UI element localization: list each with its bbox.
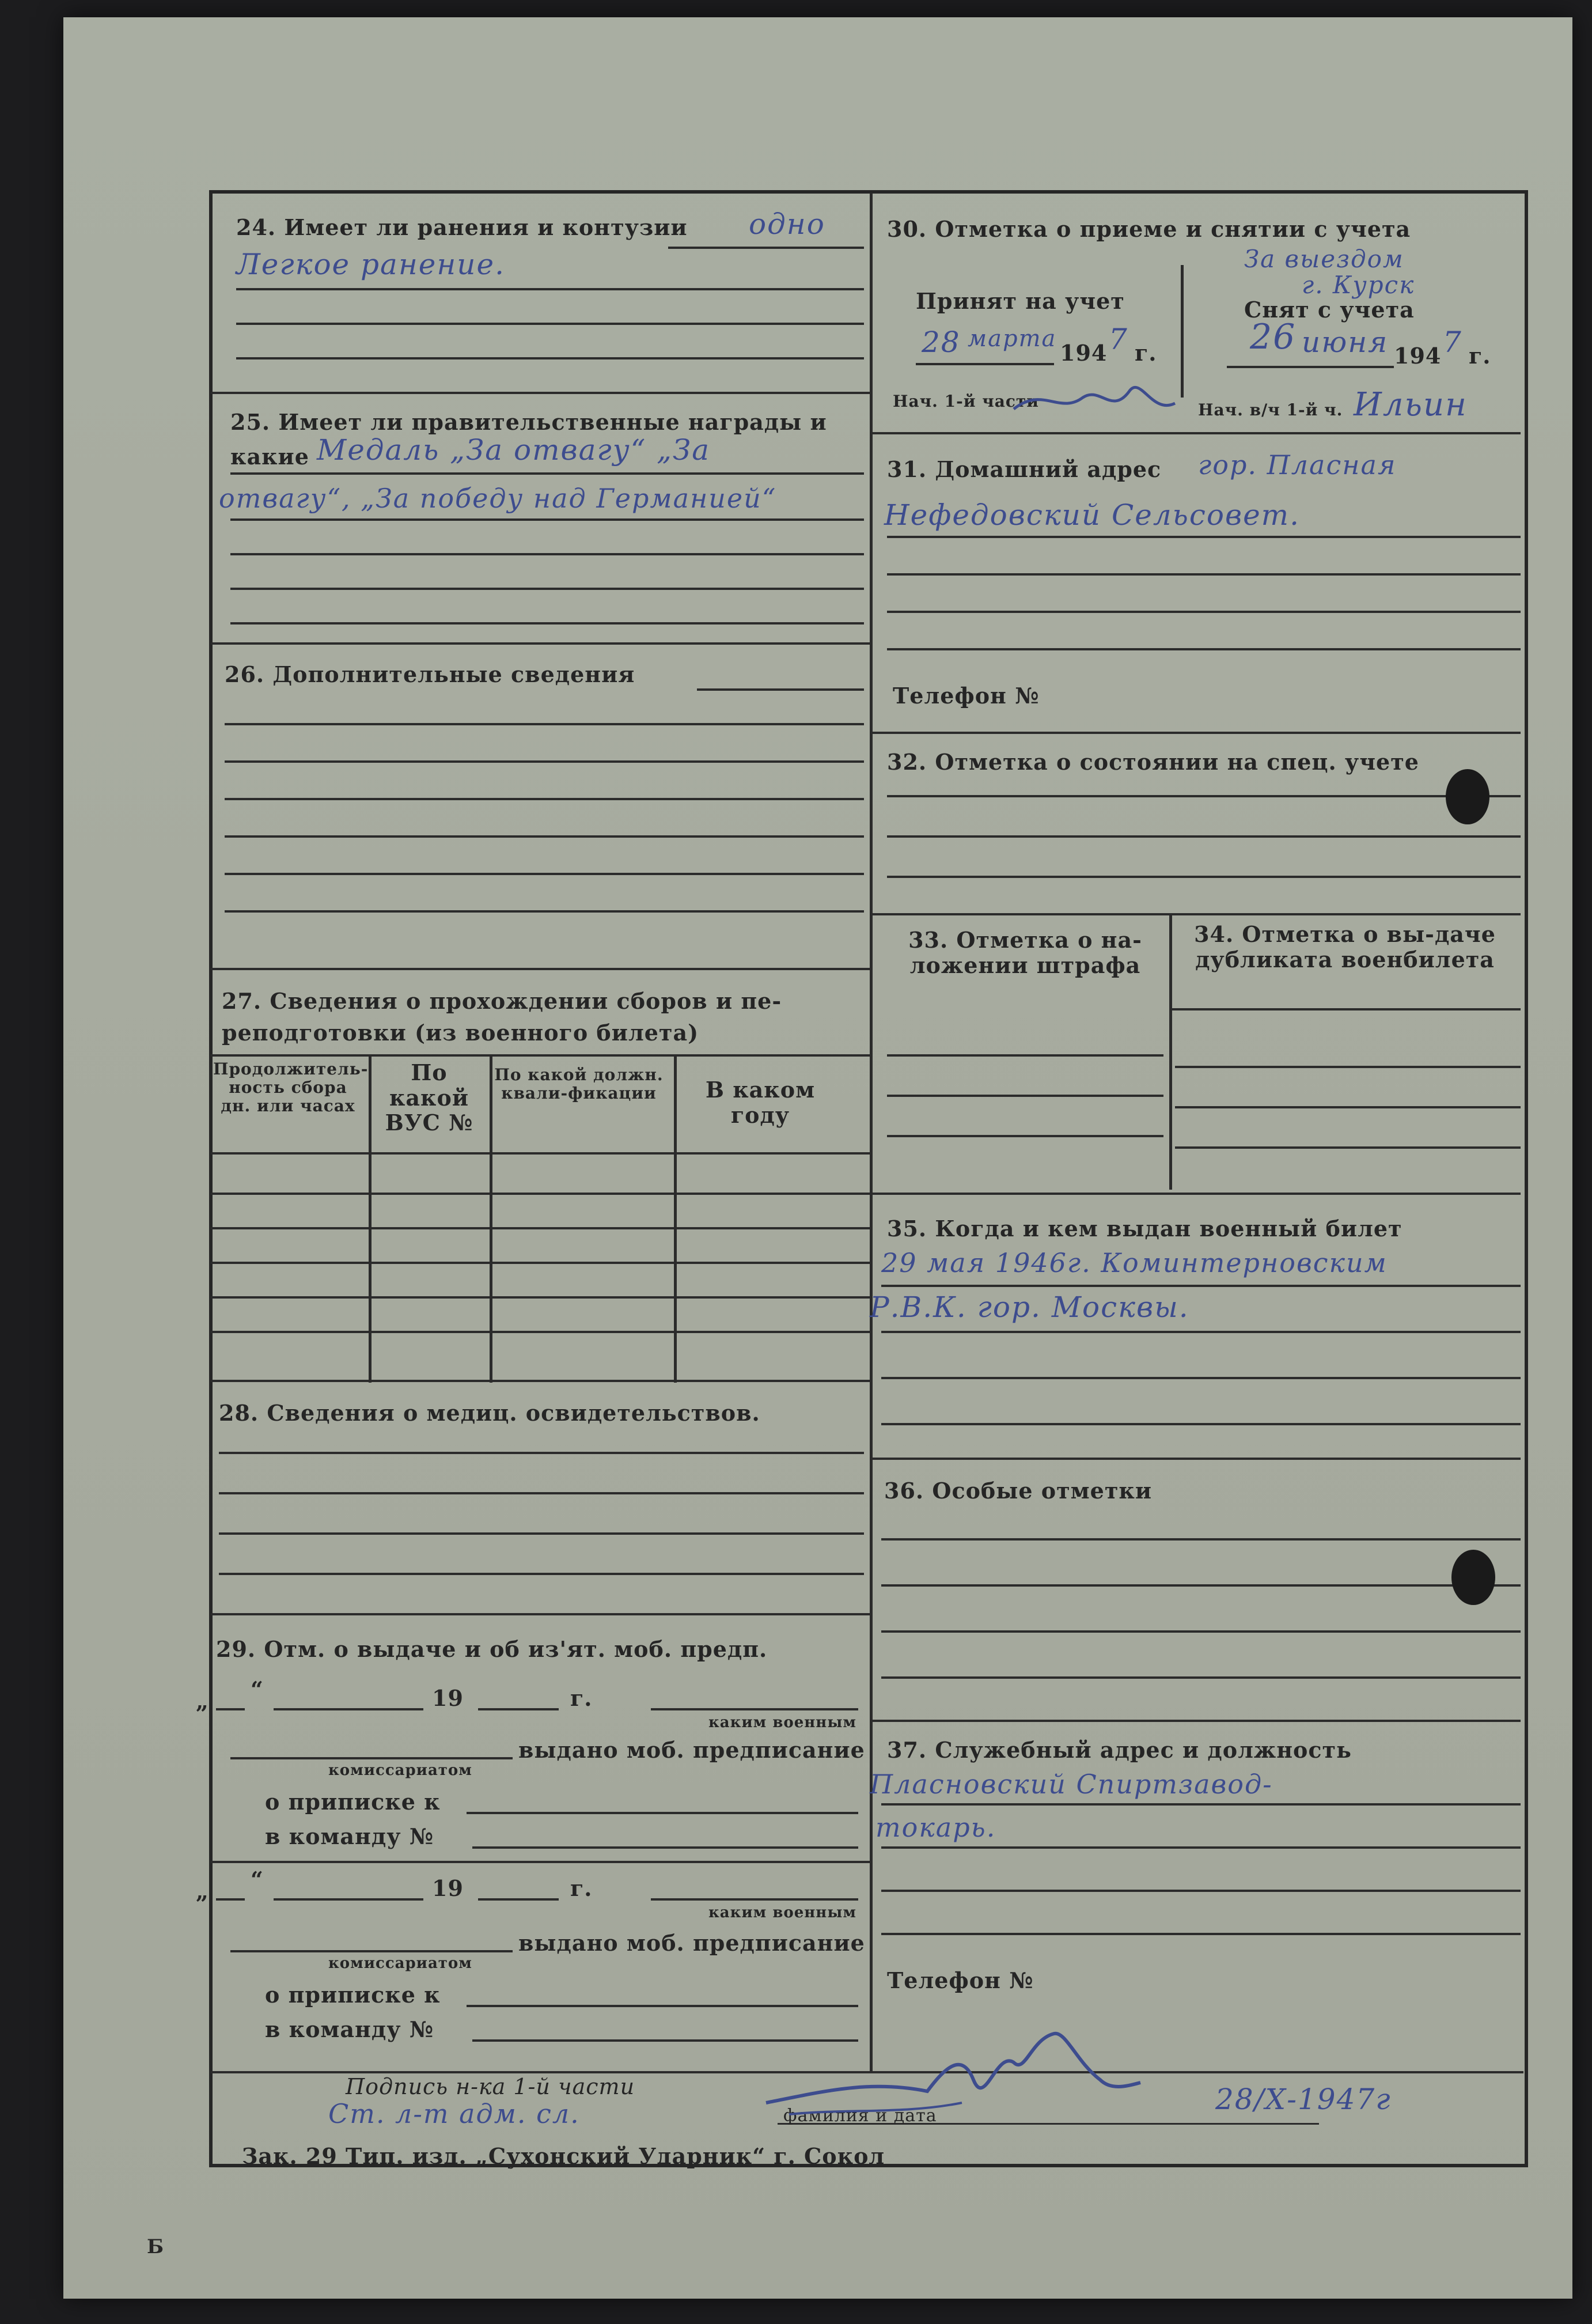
rule	[697, 688, 864, 691]
rule	[230, 622, 864, 624]
table-divider	[490, 1054, 492, 1383]
section-24-handwriting-2: Легкое ранение.	[236, 248, 505, 281]
rule	[210, 642, 870, 645]
rule	[210, 1331, 870, 1333]
rule	[881, 1846, 1521, 1849]
rule	[881, 1538, 1521, 1540]
rule	[887, 1054, 1163, 1057]
blank	[216, 1708, 245, 1710]
section-35-label: 35. Когда и кем выдан военный билет	[887, 1216, 1403, 1242]
rule	[236, 288, 864, 290]
rule	[210, 1613, 870, 1615]
section-27-label-1: 27. Сведения о прохождении сборов и пе-	[222, 988, 782, 1014]
section-37-label: 37. Служебный адрес и должность	[887, 1737, 1352, 1763]
section-37-handwriting-1: Пласновский Спиртзавод-	[870, 1769, 1273, 1800]
blank	[230, 1757, 513, 1759]
blank	[651, 1898, 858, 1901]
rule	[210, 1861, 870, 1863]
section-32-label: 32. Отметка о состоянии на спец. учете	[887, 749, 1419, 775]
signature-rank-handwriting: Ст. л-т адм. сл.	[328, 2098, 580, 2129]
rule	[881, 1890, 1521, 1892]
section-31-handwriting-1: гор. Пласная	[1198, 449, 1397, 480]
prinyat-year-prefix: 194	[1060, 340, 1108, 366]
signature-label: Подпись н-ка 1-й части	[346, 2074, 635, 2099]
rule	[887, 1135, 1163, 1137]
blank	[478, 1708, 559, 1710]
snyat-label: Снят с учета	[1244, 297, 1415, 323]
rule	[230, 472, 864, 475]
form-sheet	[63, 17, 1572, 2299]
snyat-month: июня	[1302, 325, 1389, 359]
rule	[873, 913, 1521, 915]
prinyat-day: 28	[922, 325, 961, 359]
corner-mark: Б	[147, 2235, 165, 2258]
rule	[230, 588, 864, 590]
snyat-day: 26	[1250, 317, 1297, 357]
blank	[467, 2005, 858, 2007]
section-25-label-2: какие	[230, 444, 309, 470]
table-header-year: В каком году	[705, 1077, 816, 1128]
o-pripiske-label-2: о приписке к	[265, 1982, 441, 2008]
blank	[230, 1950, 513, 1952]
rule	[1169, 1008, 1521, 1010]
rule	[881, 1933, 1521, 1935]
rule	[219, 1452, 864, 1454]
year-suffix: г.	[570, 1685, 593, 1711]
rule	[225, 723, 864, 725]
komissariatom-label-2: комиссариатом	[328, 1955, 472, 1972]
s30-note-2: г. Курск	[1302, 271, 1415, 299]
rule	[887, 795, 1521, 797]
rule	[225, 798, 864, 800]
section-31-label: 31. Домашний адрес	[887, 456, 1162, 482]
rule	[219, 1532, 864, 1535]
blank	[216, 1898, 245, 1901]
nach-1-chasti: Нач. 1-й части	[893, 392, 1040, 411]
table-header-vus: По какой ВУС №	[385, 1059, 473, 1136]
s30-divider	[1181, 265, 1184, 398]
phone-label-2: Телефон №	[887, 1967, 1034, 1993]
punch-hole	[1451, 1550, 1495, 1605]
blank	[1227, 366, 1394, 368]
section-26-label: 26. Дополнительные сведения	[225, 661, 635, 687]
date-quote-open: „	[196, 1688, 209, 1714]
rule	[225, 760, 864, 763]
section-30-label: 30. Отметка о приеме и снятии с учета	[887, 216, 1411, 242]
section-33-label: 33. Отметка о на-ложении штрафа	[908, 927, 1142, 978]
o-pripiske-label: о приписке к	[265, 1789, 441, 1815]
rule	[225, 835, 864, 838]
prinyat-year-digit: 7	[1109, 323, 1128, 356]
snyat-g: г.	[1469, 343, 1491, 369]
rule	[236, 323, 864, 325]
rule	[1175, 1066, 1521, 1068]
rule	[881, 1803, 1521, 1806]
rule	[881, 1630, 1521, 1633]
rule	[210, 1296, 870, 1299]
rule	[887, 648, 1521, 650]
rule	[210, 968, 870, 970]
blank	[274, 1898, 423, 1901]
rule	[881, 1676, 1521, 1679]
s30-signature-right: Ильин	[1354, 386, 1468, 423]
table-divider	[674, 1054, 677, 1383]
rule	[873, 1720, 1521, 1722]
snyat-year-digit: 7	[1443, 325, 1462, 359]
rule	[210, 392, 870, 394]
rule	[873, 732, 1521, 734]
rule	[210, 1380, 870, 1382]
fio-date-label: фамилия и дата	[783, 2106, 937, 2126]
prinyat-month: марта	[968, 325, 1057, 352]
prinyat-g: г.	[1135, 340, 1157, 366]
signature-scribble	[755, 2028, 1146, 2143]
nach-vch: Нач. в/ч 1-й ч.	[1198, 400, 1343, 419]
v-komandu-label-2: в команду №	[265, 2016, 434, 2042]
date-quote-open-2: „	[196, 1878, 209, 1904]
rule	[219, 1573, 864, 1575]
rule	[881, 1584, 1521, 1587]
table-divider	[369, 1054, 372, 1383]
rule	[210, 1152, 870, 1155]
rule	[210, 1262, 870, 1264]
rule	[887, 876, 1521, 878]
s33-34-divider	[1169, 913, 1172, 1190]
rule	[1175, 1146, 1521, 1149]
section-35-handwriting-2: Р.В.К. гор. Москвы.	[870, 1290, 1189, 1324]
rule	[881, 1331, 1521, 1333]
rule	[887, 1095, 1163, 1097]
table-header-duration: Продолжитель-ность сбора дн. или часах	[213, 1059, 369, 1116]
rule	[881, 1423, 1521, 1425]
rule	[887, 835, 1521, 838]
section-25-handwriting-1: Медаль „За отвагу“ „За	[317, 433, 711, 467]
rule	[210, 1193, 870, 1195]
rule	[230, 553, 864, 555]
section-35-handwriting-1: 29 мая 1946г. Коминтерновским	[881, 1247, 1388, 1278]
section-24-handwriting-1: одно	[749, 207, 825, 241]
table-header-qualification: По какой должн. квали-фикации	[494, 1065, 664, 1103]
section-28-label: 28. Сведения о медиц. освидетельствов.	[219, 1400, 760, 1426]
kakim-voennym-2: каким военным	[708, 1904, 856, 1921]
blank	[478, 1898, 559, 1901]
blank	[472, 1846, 858, 1849]
rule	[210, 1227, 870, 1229]
blank	[467, 1812, 858, 1814]
rule	[873, 1458, 1521, 1460]
rule	[668, 247, 864, 249]
s30-note-1: За выездом	[1244, 245, 1404, 273]
section-37-handwriting-2: токарь.	[875, 1812, 996, 1843]
rule	[236, 357, 864, 359]
section-24-label: 24. Имеет ли ранения и контузии	[236, 214, 688, 240]
section-25-label-1: 25. Имеет ли правительственные награды и	[230, 409, 827, 435]
vydano-label-2: выдано моб. предписание	[518, 1930, 865, 1956]
punch-hole	[1446, 769, 1489, 824]
rule	[887, 611, 1521, 613]
snyat-year-prefix: 194	[1394, 343, 1442, 369]
v-komandu-label: в команду №	[265, 1823, 434, 1849]
blank	[274, 1708, 423, 1710]
rule	[887, 573, 1521, 576]
year-prefix-2: 19	[432, 1875, 464, 1901]
section-29-label: 29. Отм. о выдаче и об из'ят. моб. предп.	[216, 1636, 768, 1662]
vydano-label: выдано моб. предписание	[518, 1737, 865, 1763]
rule	[230, 518, 864, 521]
phone-label-1: Телефон №	[893, 683, 1040, 709]
rule	[881, 1285, 1521, 1287]
year-suffix-2: г.	[570, 1875, 593, 1901]
section-34-label: 34. Отметка о вы-даче дубликата военбилета	[1194, 921, 1496, 972]
kakim-voennym: каким военным	[708, 1714, 856, 1731]
rule	[1175, 1106, 1521, 1108]
prinyat-label: Принят на учет	[916, 288, 1125, 314]
rule	[881, 1377, 1521, 1379]
date-quote-close-2: “	[251, 1867, 264, 1892]
rule	[219, 1492, 864, 1494]
rule	[873, 432, 1521, 434]
section-31-handwriting-2: Нефедовский Сельсовет.	[884, 498, 1300, 532]
signature-date-handwriting: 28/Х-1947г	[1215, 2083, 1392, 2116]
blank	[651, 1708, 858, 1710]
rule	[225, 910, 864, 913]
section-36-label: 36. Особые отметки	[884, 1478, 1153, 1504]
rule	[225, 873, 864, 875]
rule	[887, 536, 1521, 538]
printer-footer: Зак. 29 Тип. изд. „Сухонский Ударник“ г. Сокол	[242, 2143, 885, 2169]
rule	[873, 1193, 1521, 1195]
date-quote-close: “	[251, 1676, 264, 1702]
section-27-label-2: реподготовки (из военного билета)	[222, 1020, 699, 1046]
rule	[210, 1054, 870, 1057]
section-25-handwriting-2: отвагу“, „За победу над Германией“	[219, 483, 777, 514]
year-prefix: 19	[432, 1685, 464, 1711]
s30-signature-left	[1008, 363, 1181, 432]
komissariatom-label: комиссариатом	[328, 1762, 472, 1779]
